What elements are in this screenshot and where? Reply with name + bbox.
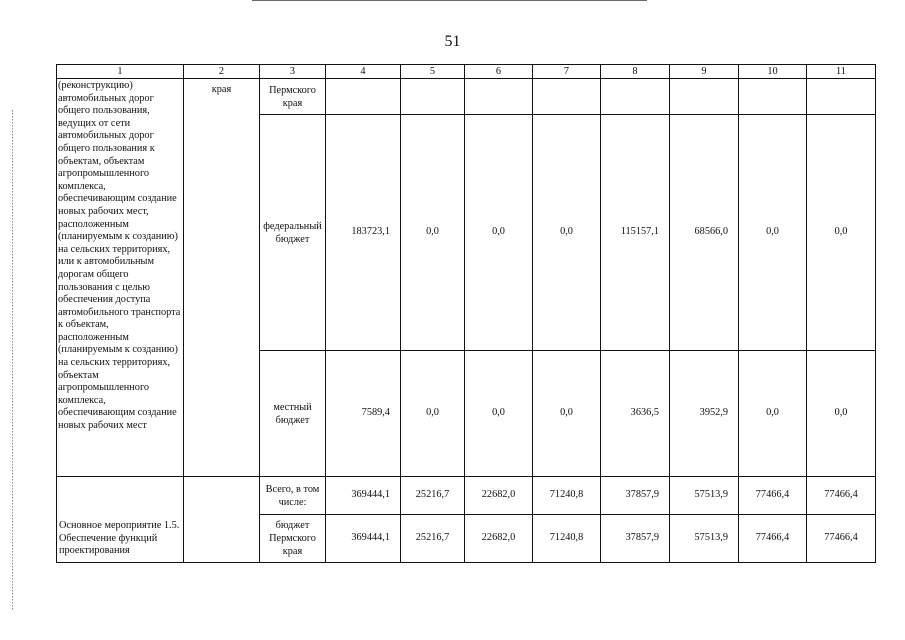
page-top-edge <box>252 0 647 1</box>
column-number: 3 <box>260 65 326 79</box>
value-cell: 0,0 <box>739 115 807 351</box>
value-cell: 77466,4 <box>807 477 876 515</box>
page-number: 51 <box>444 33 461 50</box>
executor-cell <box>184 477 260 563</box>
value-cell: 115157,1 <box>601 115 670 351</box>
table-row <box>57 477 876 515</box>
value-cell <box>533 79 601 115</box>
value-cell <box>807 79 876 115</box>
value-cell: 25216,7 <box>401 477 465 515</box>
funding-source: Всего, в том числе: <box>260 477 326 515</box>
value-cell: 0,0 <box>533 351 601 477</box>
program-table <box>56 64 876 563</box>
value-cell: 3952,9 <box>670 351 739 477</box>
value-cell: 22682,0 <box>465 515 533 563</box>
column-number-row <box>57 65 876 79</box>
value-cell: 77466,4 <box>739 477 807 515</box>
funding-source: местный бюджет <box>260 351 326 477</box>
funding-source: бюджет Пермского края <box>260 515 326 563</box>
value-cell: 0,0 <box>401 115 465 351</box>
value-cell: 0,0 <box>465 115 533 351</box>
value-cell: 22682,0 <box>465 477 533 515</box>
value-cell: 37857,9 <box>601 515 670 563</box>
column-number: 11 <box>807 65 876 79</box>
value-cell: 3636,5 <box>601 351 670 477</box>
value-cell: 68566,0 <box>670 115 739 351</box>
column-number: 4 <box>326 65 401 79</box>
value-cell: 0,0 <box>807 351 876 477</box>
funding-source: Пермского края <box>260 79 326 115</box>
column-number: 8 <box>601 65 670 79</box>
value-cell <box>601 79 670 115</box>
value-cell <box>670 79 739 115</box>
value-cell <box>326 79 401 115</box>
value-cell: 25216,7 <box>401 515 465 563</box>
value-cell: 77466,4 <box>807 515 876 563</box>
value-cell: 71240,8 <box>533 477 601 515</box>
funding-source: федеральный бюджет <box>260 115 326 351</box>
column-number: 7 <box>533 65 601 79</box>
column-number: 1 <box>57 65 184 79</box>
value-cell <box>739 79 807 115</box>
activity-description: (реконструкцию) автомобильных дорог общего пользования, ведущих от сети автомобильных дорог общего пользования к объектам, объектам агропромышленного комплекса, обеспечивающим создание новых рабочих мест, расположенным (планируемым к созданию) на сельских территориях, или к автомобильным дорогам общего пользования с целью обеспечения доступа автомобильного транспорта к объектам, расположенным (планируемым к созданию) на сельских территориях, объектам агропромышленного комплекса, обеспечивающим создание новых рабочих мест <box>57 79 184 477</box>
column-number: 2 <box>184 65 260 79</box>
column-number: 5 <box>401 65 465 79</box>
value-cell <box>401 79 465 115</box>
value-cell: 0,0 <box>739 351 807 477</box>
value-cell <box>465 79 533 115</box>
value-cell: 71240,8 <box>533 515 601 563</box>
value-cell: 369444,1 <box>326 477 401 515</box>
value-cell: 369444,1 <box>326 515 401 563</box>
column-number: 9 <box>670 65 739 79</box>
value-cell: 77466,4 <box>739 515 807 563</box>
value-cell: 0,0 <box>807 115 876 351</box>
activity-description: Основное мероприятие 1.5. Обеспечение функций проектирования <box>57 477 184 563</box>
executor-cell: края <box>184 79 260 477</box>
value-cell: 0,0 <box>533 115 601 351</box>
value-cell: 183723,1 <box>326 115 401 351</box>
value-cell: 0,0 <box>401 351 465 477</box>
value-cell: 7589,4 <box>326 351 401 477</box>
value-cell: 57513,9 <box>670 477 739 515</box>
column-number: 6 <box>465 65 533 79</box>
column-number: 10 <box>739 65 807 79</box>
value-cell: 37857,9 <box>601 477 670 515</box>
value-cell: 0,0 <box>465 351 533 477</box>
value-cell: 57513,9 <box>670 515 739 563</box>
table-row <box>57 79 876 115</box>
scan-margin-line <box>12 110 13 610</box>
